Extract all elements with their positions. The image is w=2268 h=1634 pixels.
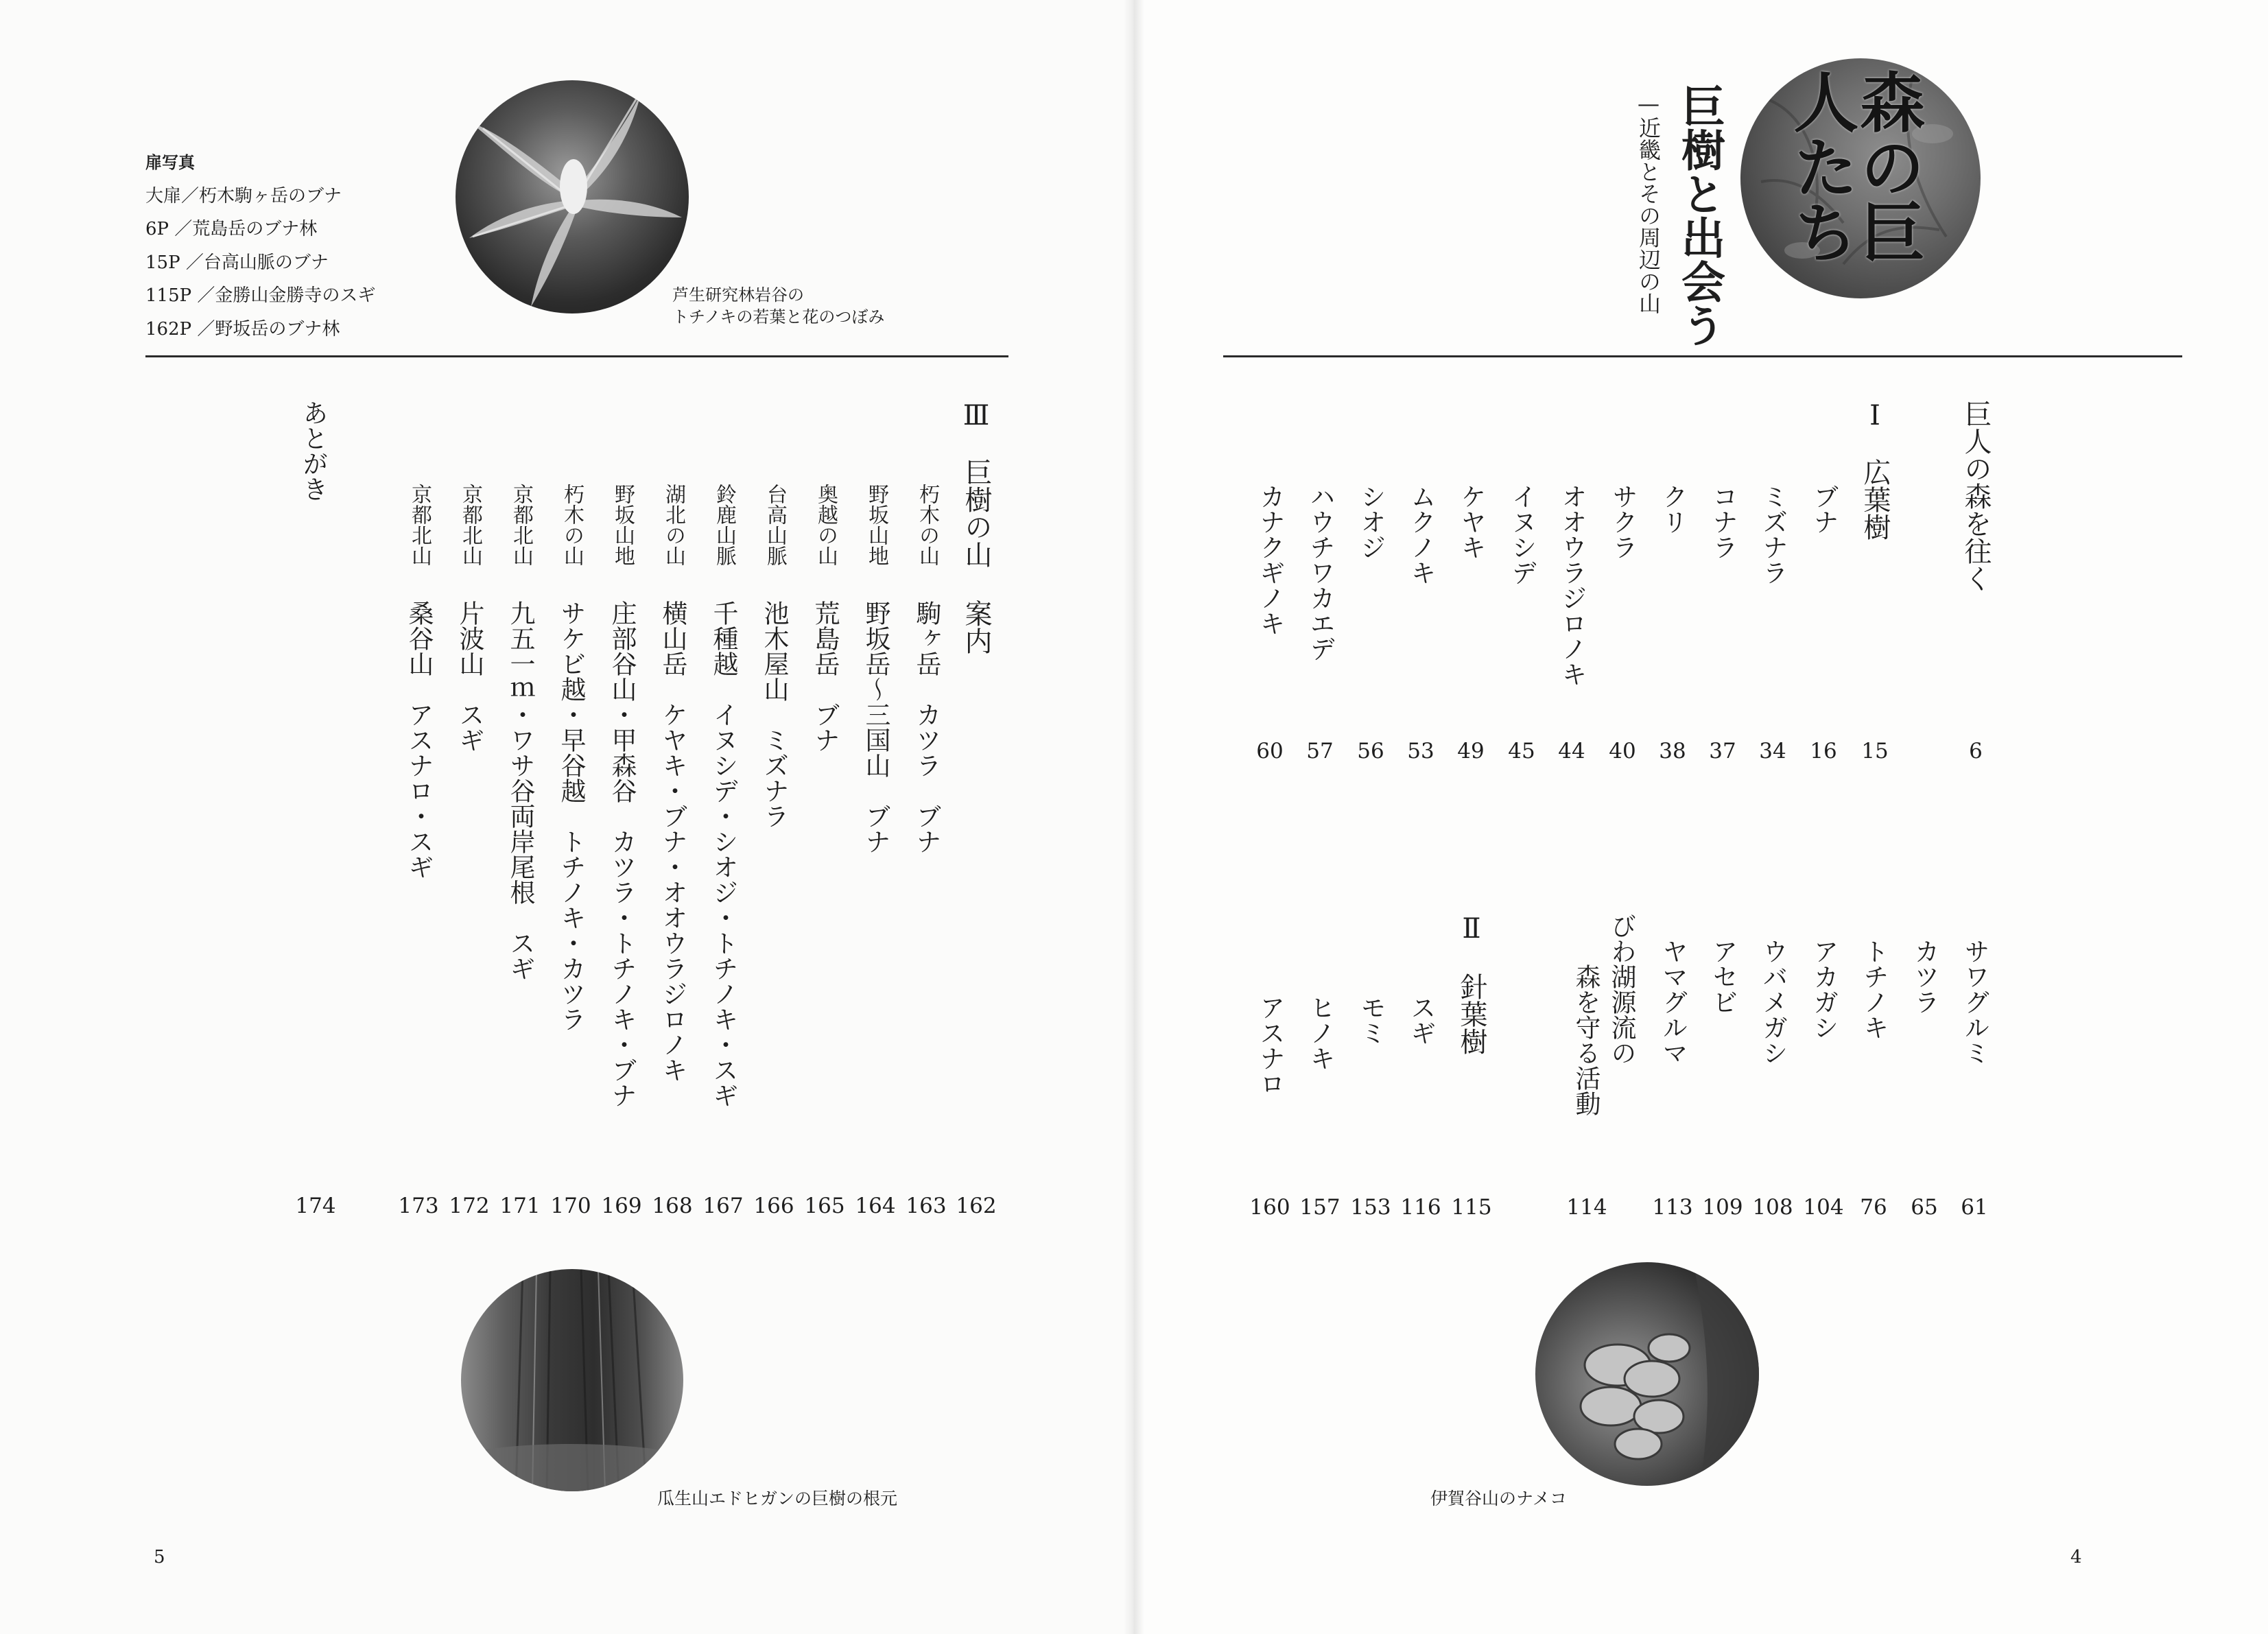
- entry-name: ケヤキ: [1456, 484, 1486, 560]
- entry-page: 49: [1457, 739, 1485, 763]
- entry-page: 57: [1306, 739, 1334, 763]
- entry-area: 野坂山地: [611, 484, 635, 566]
- top-rule: [1223, 355, 2182, 357]
- credit-line: 6P ／荒島岳のブナ林: [145, 219, 318, 239]
- entry-text: 横山岳 ケヤキ・ブナ・オオウラジロノキ: [658, 600, 687, 1082]
- entry-area: 鈴鹿山脈: [712, 484, 736, 566]
- entry-page: 109: [1702, 1195, 1743, 1220]
- entry-area: 台高山脈: [763, 484, 787, 566]
- page-number: 5: [154, 1547, 165, 1567]
- bottom-photo-caption: 伊賀谷山のナメコ: [1430, 1489, 1568, 1508]
- sub-subtitle: —近畿とその周辺の山: [1635, 91, 1662, 314]
- entry-name: ヤマグルマ: [1658, 938, 1688, 1065]
- book-title: 森の巨人たち: [1782, 69, 1926, 264]
- entry-name: オオウラジロノキ: [1557, 484, 1587, 687]
- entry-page: 53: [1407, 739, 1434, 763]
- entry-page: 34: [1759, 739, 1786, 763]
- subtitle: 巨樹と出会う: [1674, 84, 1725, 347]
- entry-area: 野坂山地: [864, 484, 888, 566]
- entry-page: 170: [550, 1194, 591, 1218]
- bottom-photo-caption: 瓜生山エドヒガンの巨樹の根元: [657, 1489, 898, 1508]
- entry-page: 153: [1350, 1195, 1391, 1220]
- afterword-title: あとがき: [298, 400, 328, 501]
- section1-title: 広葉樹: [1859, 458, 1891, 541]
- entry-page: 116: [1400, 1195, 1441, 1220]
- section2-title: 針葉樹: [1456, 973, 1487, 1055]
- section2-page: 115: [1451, 1195, 1492, 1220]
- entry-page: 45: [1508, 739, 1535, 763]
- caption-line: 芦生研究林岩谷の: [672, 285, 804, 305]
- entry-page: 16: [1810, 739, 1837, 763]
- caption-line: トチノキの若葉と花のつぼみ: [672, 307, 885, 327]
- entry-page: 40: [1609, 739, 1636, 763]
- entry-name: ヒノキ: [1306, 995, 1335, 1071]
- entry-page: 172: [449, 1194, 490, 1218]
- entry-area: 京都北山: [407, 484, 432, 566]
- entry-name: ムクノキ: [1406, 484, 1436, 585]
- entry-name: カツラ: [1910, 938, 1939, 1015]
- entry-name: シオジ: [1356, 484, 1386, 560]
- entry-page: 104: [1803, 1195, 1844, 1220]
- entry-page: 163: [906, 1194, 947, 1218]
- credits-heading: 扉写真: [145, 152, 195, 172]
- entry-area: 京都北山: [509, 484, 533, 566]
- bottom-photo-tree-root: [461, 1269, 683, 1491]
- intro-title: 巨人の森を往く: [1960, 400, 1992, 592]
- bottom-photo-nameko: [1535, 1262, 1759, 1486]
- entry-page: 168: [652, 1194, 693, 1218]
- entry-name: イヌシデ: [1507, 484, 1537, 585]
- entry-name: カナクギノキ: [1255, 484, 1285, 636]
- entry-name: モミ: [1356, 995, 1386, 1045]
- entry-page: 44: [1558, 739, 1585, 763]
- top-rule: [145, 355, 1008, 357]
- entry-page: 56: [1357, 739, 1384, 763]
- entry-page: 76: [1860, 1195, 1887, 1220]
- entry-page: 169: [601, 1194, 642, 1218]
- entry-text: 庄部谷山・甲森谷 カツラ・トチノキ・ブナ: [607, 600, 637, 1108]
- entry-area: 湖北の山: [661, 484, 685, 566]
- afterword-page: 174: [295, 1194, 336, 1218]
- section3-page: 162: [956, 1194, 997, 1218]
- right-page: [1134, 0, 2268, 1634]
- entry-text: 桑谷山 アスナロ・スギ: [404, 600, 434, 879]
- credit-line: 大扉／朽木駒ヶ岳のブナ: [145, 185, 342, 206]
- entry-name: トチノキ: [1859, 938, 1889, 1040]
- section1-page: 15: [1861, 739, 1889, 763]
- entry-page: 166: [753, 1194, 794, 1218]
- entry-page: 113: [1652, 1195, 1693, 1220]
- biwa-line2: 森を守る活動: [1571, 964, 1600, 1116]
- entry-page: 173: [398, 1194, 439, 1218]
- credit-line: 15P ／台高山脈のブナ: [145, 252, 329, 273]
- entry-name: アスナロ: [1255, 995, 1285, 1096]
- entry-page: 171: [499, 1194, 541, 1218]
- entry-name: ブナ: [1809, 484, 1839, 534]
- entry-name: アカガシ: [1809, 938, 1839, 1040]
- entry-area: 朽木の山: [915, 484, 939, 566]
- intro-page: 6: [1969, 739, 1983, 763]
- entry-area: 朽木の山: [560, 484, 584, 566]
- entry-text: サケビ越・早谷越 トチノキ・カツラ: [556, 600, 586, 1032]
- entry-text: 荒島岳 ブナ: [810, 600, 840, 753]
- entry-name: クリ: [1658, 484, 1688, 534]
- entry-page: 160: [1249, 1195, 1290, 1220]
- top-photo-tochinoki: [456, 80, 689, 313]
- entry-text: 池木屋山 ミズナラ: [759, 600, 789, 829]
- entry-name: ミズナラ: [1758, 484, 1788, 585]
- frontispiece-credits: [145, 146, 375, 346]
- biwa-line1: びわ湖源流の: [1607, 913, 1636, 1065]
- entry-name: コナラ: [1708, 484, 1738, 560]
- section1-numeral: Ⅰ: [1859, 400, 1891, 431]
- entry-page: 165: [804, 1194, 845, 1218]
- entry-page: 164: [855, 1194, 896, 1218]
- entry-page: 61: [1961, 1195, 1988, 1220]
- entry-text: 九五一ｍ・ワサ谷両岸尾根 スギ: [506, 600, 535, 981]
- entry-text: 片波山 スギ: [455, 600, 484, 753]
- entry-page: 157: [1299, 1195, 1340, 1220]
- entry-name: サクラ: [1608, 484, 1638, 560]
- credit-line: 115P ／金勝山金勝寺のスギ: [145, 285, 376, 306]
- entry-name: ウバメガシ: [1758, 938, 1788, 1065]
- top-photo-caption: [672, 284, 884, 329]
- entry-text: 千種越 イヌシデ・シオジ・トチノキ・スギ: [709, 600, 738, 1108]
- page-number: 4: [2070, 1547, 2082, 1567]
- entry-page: 38: [1659, 739, 1686, 763]
- entry-page: 167: [702, 1194, 744, 1218]
- biwa-page: 114: [1566, 1195, 1607, 1220]
- entry-page: 108: [1752, 1195, 1793, 1220]
- entry-page: 65: [1911, 1195, 1938, 1220]
- entry-area: 京都北山: [458, 484, 482, 566]
- entry-name: スギ: [1406, 995, 1436, 1045]
- entry-page: 60: [1256, 739, 1284, 763]
- section2-numeral: Ⅱ: [1456, 913, 1487, 945]
- entry-name: ハウチワカエデ: [1306, 484, 1335, 661]
- entry-name: サワグルミ: [1960, 938, 1989, 1065]
- entry-page: 37: [1709, 739, 1736, 763]
- credit-line: 162P ／野坂岳のブナ林: [145, 318, 340, 340]
- section3-numeral: Ⅲ: [960, 400, 992, 431]
- section3-title: 巨樹の山 案内: [960, 458, 992, 654]
- entry-area: 奥越の山: [814, 484, 838, 566]
- entry-name: アセビ: [1708, 938, 1738, 1015]
- entry-text: 駒ヶ岳 カツラ ブナ: [912, 600, 941, 854]
- entry-text: 野坂岳〜三国山 ブナ: [861, 600, 890, 854]
- book-gutter: [1124, 0, 1144, 1634]
